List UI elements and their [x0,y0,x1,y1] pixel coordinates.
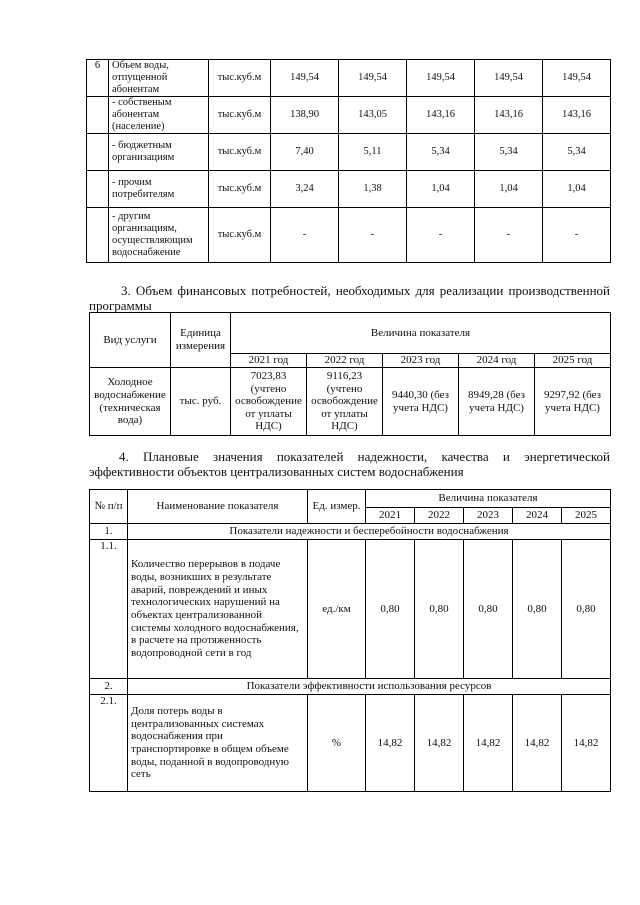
unit-cell: тыс.куб.м [209,60,271,97]
indicator-name: Количество перерывов в подаче воды, возникших в результате аварий, повреждений и иных технологических нарушений на объектах централизованной системы холодного водоснабжения, в расчете на протяженность водопроводной сети в год [128,540,308,679]
header-number: № п/п [90,490,128,524]
unit-cell: ед./км [308,540,366,679]
service-name: Холодное водоснабжение (техническая вода) [90,368,171,436]
group-number: 1. [90,524,128,540]
row-number: 2.1. [90,695,128,792]
unit-cell: тыс.куб.м [209,134,271,171]
indicator-name: - бюджетным организациям [109,134,209,171]
indicator-name: - другим организациям, осуществляющим водоснабжение [109,208,209,263]
indicator-name: Доля потерь воды в централизованных системах водоснабжения при транспортировке в общем объеме воды, поданной в водопроводную сеть [128,695,308,792]
value-cell: 14,82 [513,695,562,792]
value-cell: 149,54 [407,60,475,97]
value-cell: 1,04 [543,171,611,208]
year-header: 2023 [464,508,513,524]
header-value: Величина показателя [231,313,611,354]
value-cell: 14,82 [366,695,415,792]
value-cell: 5,34 [543,134,611,171]
table-row [90,540,611,679]
water-volume-table [86,59,611,263]
value-cell: 149,54 [339,60,407,97]
value-cell: 0,80 [415,540,464,679]
value-cell: 0,80 [513,540,562,679]
row-number [87,208,109,263]
value-cell: 0,80 [562,540,611,679]
section-4-heading: 4. Плановые значения показателей надежности, качества и энергетической эффективности объектов централизованных систем водоснабжения [89,449,610,479]
year-header: 2022 [415,508,464,524]
group-number: 2. [90,679,128,695]
year-header: 2024 год [459,354,535,368]
value-cell: 9297,92 (без учета НДС) [535,368,611,436]
unit-cell: тыс. руб. [171,368,231,436]
unit-cell: тыс.куб.м [209,171,271,208]
table-row [87,60,611,97]
value-cell: 0,80 [366,540,415,679]
year-header: 2025 год [535,354,611,368]
group-row [90,679,611,695]
value-cell: 143,05 [339,97,407,134]
value-cell: 14,82 [562,695,611,792]
table-row [90,368,611,436]
unit-cell: тыс.куб.м [209,97,271,134]
value-cell: 14,82 [415,695,464,792]
header-value: Величина показателя [366,490,611,508]
row-number [87,97,109,134]
group-row [90,524,611,540]
value-cell: 149,54 [475,60,543,97]
value-cell: 149,54 [271,60,339,97]
value-cell: 3,24 [271,171,339,208]
value-cell: - [543,208,611,263]
year-header: 2025 [562,508,611,524]
value-cell: 14,82 [464,695,513,792]
year-header: 2022 год [307,354,383,368]
table-row [87,208,611,263]
table-row [87,97,611,134]
value-cell: 0,80 [464,540,513,679]
value-cell: 5,34 [475,134,543,171]
value-cell: 5,11 [339,134,407,171]
value-cell: 143,16 [475,97,543,134]
value-cell: 143,16 [543,97,611,134]
value-cell: 8949,28 (без учета НДС) [459,368,535,436]
value-cell: - [475,208,543,263]
indicator-name: - прочим потребителям [109,171,209,208]
group-title: Показатели надежности и бесперебойности водоснабжения [128,524,611,540]
year-header: 2021 [366,508,415,524]
row-number: 1.1. [90,540,128,679]
financial-needs-table [89,312,611,436]
value-cell: 143,16 [407,97,475,134]
value-cell: 1,38 [339,171,407,208]
unit-cell: % [308,695,366,792]
year-header: 2023 год [383,354,459,368]
year-header: 2021 год [231,354,307,368]
year-header: 2024 [513,508,562,524]
value-cell: 7,40 [271,134,339,171]
value-cell: 1,04 [407,171,475,208]
value-cell: - [407,208,475,263]
value-cell: 149,54 [543,60,611,97]
header-unit: Единица измерения [171,313,231,368]
value-cell: 1,04 [475,171,543,208]
row-number: 6 [87,60,109,97]
header-unit: Ед. измер. [308,490,366,524]
table-row [87,171,611,208]
value-cell: 7023,83 (учтено освобождение от уплаты НДС) [231,368,307,436]
reliability-indicators-table [89,489,611,792]
unit-cell: тыс.куб.м [209,208,271,263]
value-cell: - [339,208,407,263]
indicator-name: - собственым абонентам (население) [109,97,209,134]
group-title: Показатели эффективности использования ресурсов [128,679,611,695]
table-row [90,695,611,792]
header-service: Вид услуги [90,313,171,368]
row-number [87,171,109,208]
value-cell: 138,90 [271,97,339,134]
table-row [87,134,611,171]
header-name: Наименование показателя [128,490,308,524]
value-cell: 5,34 [407,134,475,171]
value-cell: - [271,208,339,263]
indicator-name: Объем воды, отпущенной абонентам [109,60,209,97]
section-3-heading: 3. Объем финансовых потребностей, необходимых для реализации производственной программы [89,283,610,313]
value-cell: 9440,30 (без учета НДС) [383,368,459,436]
value-cell: 9116,23 (учтено освобождение от уплаты НДС) [307,368,383,436]
row-number [87,134,109,171]
